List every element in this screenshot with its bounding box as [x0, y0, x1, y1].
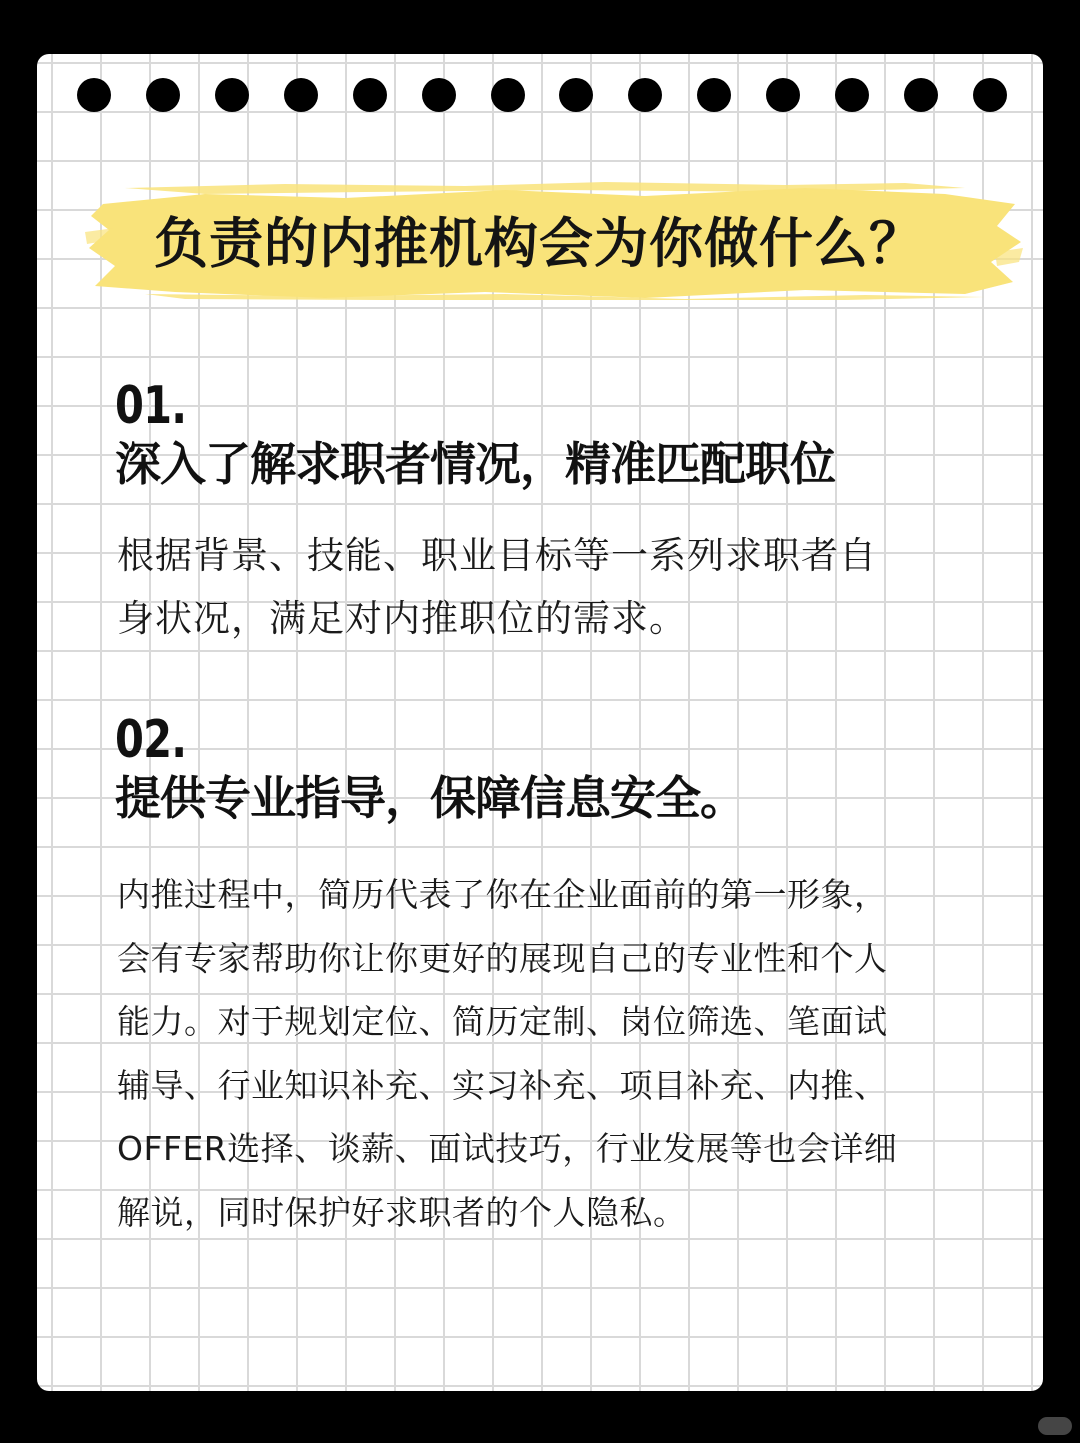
binder-hole [904, 78, 938, 112]
binder-hole [215, 78, 249, 112]
section-heading-02: 提供专业指导，保障信息安全。 [115, 771, 745, 825]
body-line: 内推过程中，简历代表了你在企业面前的第一形象， [117, 875, 888, 914]
binder-hole [353, 78, 387, 112]
binder-holes [77, 78, 1007, 112]
body-line: 辅导、行业知识补充、实习补充、项目补充、内推、 [117, 1065, 888, 1105]
binder-hole [973, 78, 1007, 112]
watermark-logo [1038, 1417, 1072, 1435]
page-title: 负责的内推机构会为你做什么？ [154, 212, 924, 275]
body-line: 能力。对于规划定位、简历定制、岗位筛选、笔面试 [117, 1002, 888, 1041]
body-line: 根据背景、技能、职业目标等一系列求职者自 [117, 534, 877, 577]
section-number-02: 02. [115, 710, 187, 770]
binder-hole [146, 78, 180, 112]
binder-hole [835, 78, 869, 112]
body-line: 身状况，满足对内推职位的需求。 [117, 597, 687, 640]
binder-hole [77, 78, 111, 112]
body-line: 会有专家帮助你让你更好的展现自己的专业性和个人 [117, 938, 888, 978]
section-body-02 [117, 863, 977, 1244]
section-body-01 [117, 524, 977, 650]
body-line: 解说，同时保护好求职者的个人隐私。 [117, 1192, 687, 1232]
binder-hole [422, 78, 456, 112]
binder-hole [628, 78, 662, 112]
section-number-01: 01. [115, 376, 187, 436]
binder-hole [697, 78, 731, 112]
binder-hole [559, 78, 593, 112]
binder-hole [284, 78, 318, 112]
notebook-card [37, 54, 1043, 1391]
section-heading-01: 深入了解求职者情况，精准匹配职位 [115, 437, 835, 491]
binder-hole [766, 78, 800, 112]
binder-hole [491, 78, 525, 112]
body-line: OFFER选择、谈薪、面试技巧，行业发展等也会详细 [117, 1129, 898, 1168]
